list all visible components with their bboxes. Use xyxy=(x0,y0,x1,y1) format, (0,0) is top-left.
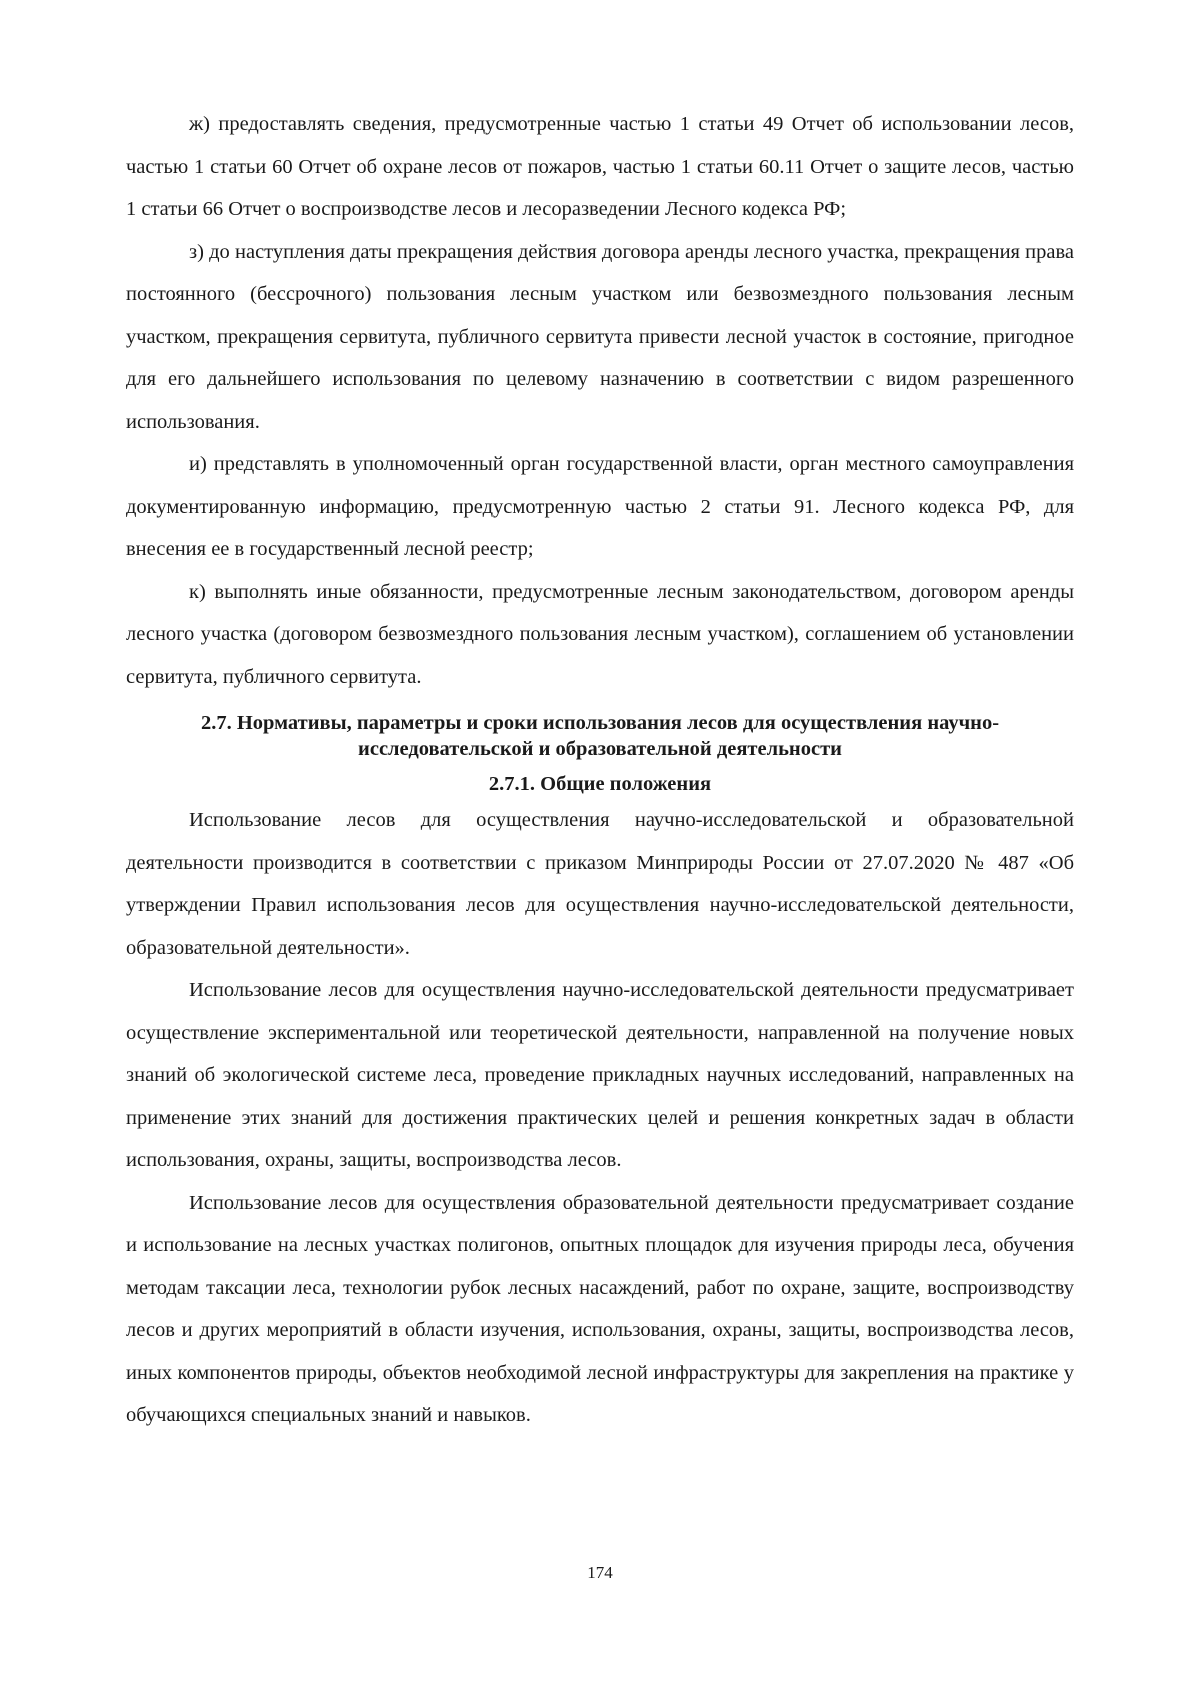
paragraph-general-2: Использование лесов для осуществления научно-исследовательской деятельности предусматривает осуществление экспериментальной или теоретической деятельности, направленной на получение новых знаний об экологической системе леса, проведение прикладных научных исследований, направленных на применение этих знаний для достижения практических целей и решения конкретных задач в области использования, охраны, защиты, воспроизводства лесов. xyxy=(126,979,1074,1171)
paragraph-general-1: Использование лесов для осуществления научно-исследовательской и образовательной деятельности производится в соответствии с приказом Минприроды России от 27.07.2020 № 487 «Об утверждении Правил использования лесов для осуществления научно-исследовательской деятельности, образовательной деятельности». xyxy=(126,809,1074,959)
subsection-heading: 2.7.1. Общие положения xyxy=(488,773,712,795)
section-heading: 2.7. Нормативы, параметры и сроки использования лесов для осуществления научно-исследовательской и образовательной деятельности xyxy=(200,712,1000,760)
page-number: 174 xyxy=(587,1563,613,1582)
paragraph-item-z: з) до наступления даты прекращения действия договора аренды лесного участка, прекращения права постоянного (бессрочного) пользования лесным участком или безвозмездного пользования лесным участком, прекращения сервитута, публичного сервитута привести лесной участок в состояние, пригодное для его дальнейшего использования по целевому назначению в соответствии с видом разрешенного использования. xyxy=(126,240,1074,433)
paragraph-general-3: Использование лесов для осуществления образовательной деятельности предусматривает создание и использование на лесных участках полигонов, опытных площадок для изучения природы леса, обучения методам таксации леса, технологии рубок лесных насаждений, работ по охране, защите, воспроизводству лесов и других мероприятий в области изучения, использования, охраны, защиты, воспроизводства лесов, иных компонентов природы, объектов необходимой лесной инфраструктуры для закрепления на практике у обучающихся специальных знаний и навыков. xyxy=(126,1191,1074,1426)
paragraph-item-k: к) выполнять иные обязанности, предусмотренные лесным законодательством, договором аренды лесного участка (договором безвозмездного пользования лесным участком), соглашением об установлении сервитута, публичного сервитута. xyxy=(126,580,1074,688)
paragraph-item-zh: ж) предоставлять сведения, предусмотренные частью 1 статьи 49 Отчет об использовании лесов, частью 1 статьи 60 Отчет об охране лесов от пожаров, частью 1 статьи 60.11 Отчет о защите лесов, частью 1 статьи 66 Отчет о воспроизводстве лесов и лесоразведении Лесного кодекса РФ; xyxy=(126,113,1074,220)
paragraph-item-i: и) представлять в уполномоченный орган государственной власти, орган местного самоуправления документированную информацию, предусмотренную частью 2 статьи 91. Лесного кодекса РФ, для внесения ее в государственный лесной реестр; xyxy=(126,453,1074,560)
